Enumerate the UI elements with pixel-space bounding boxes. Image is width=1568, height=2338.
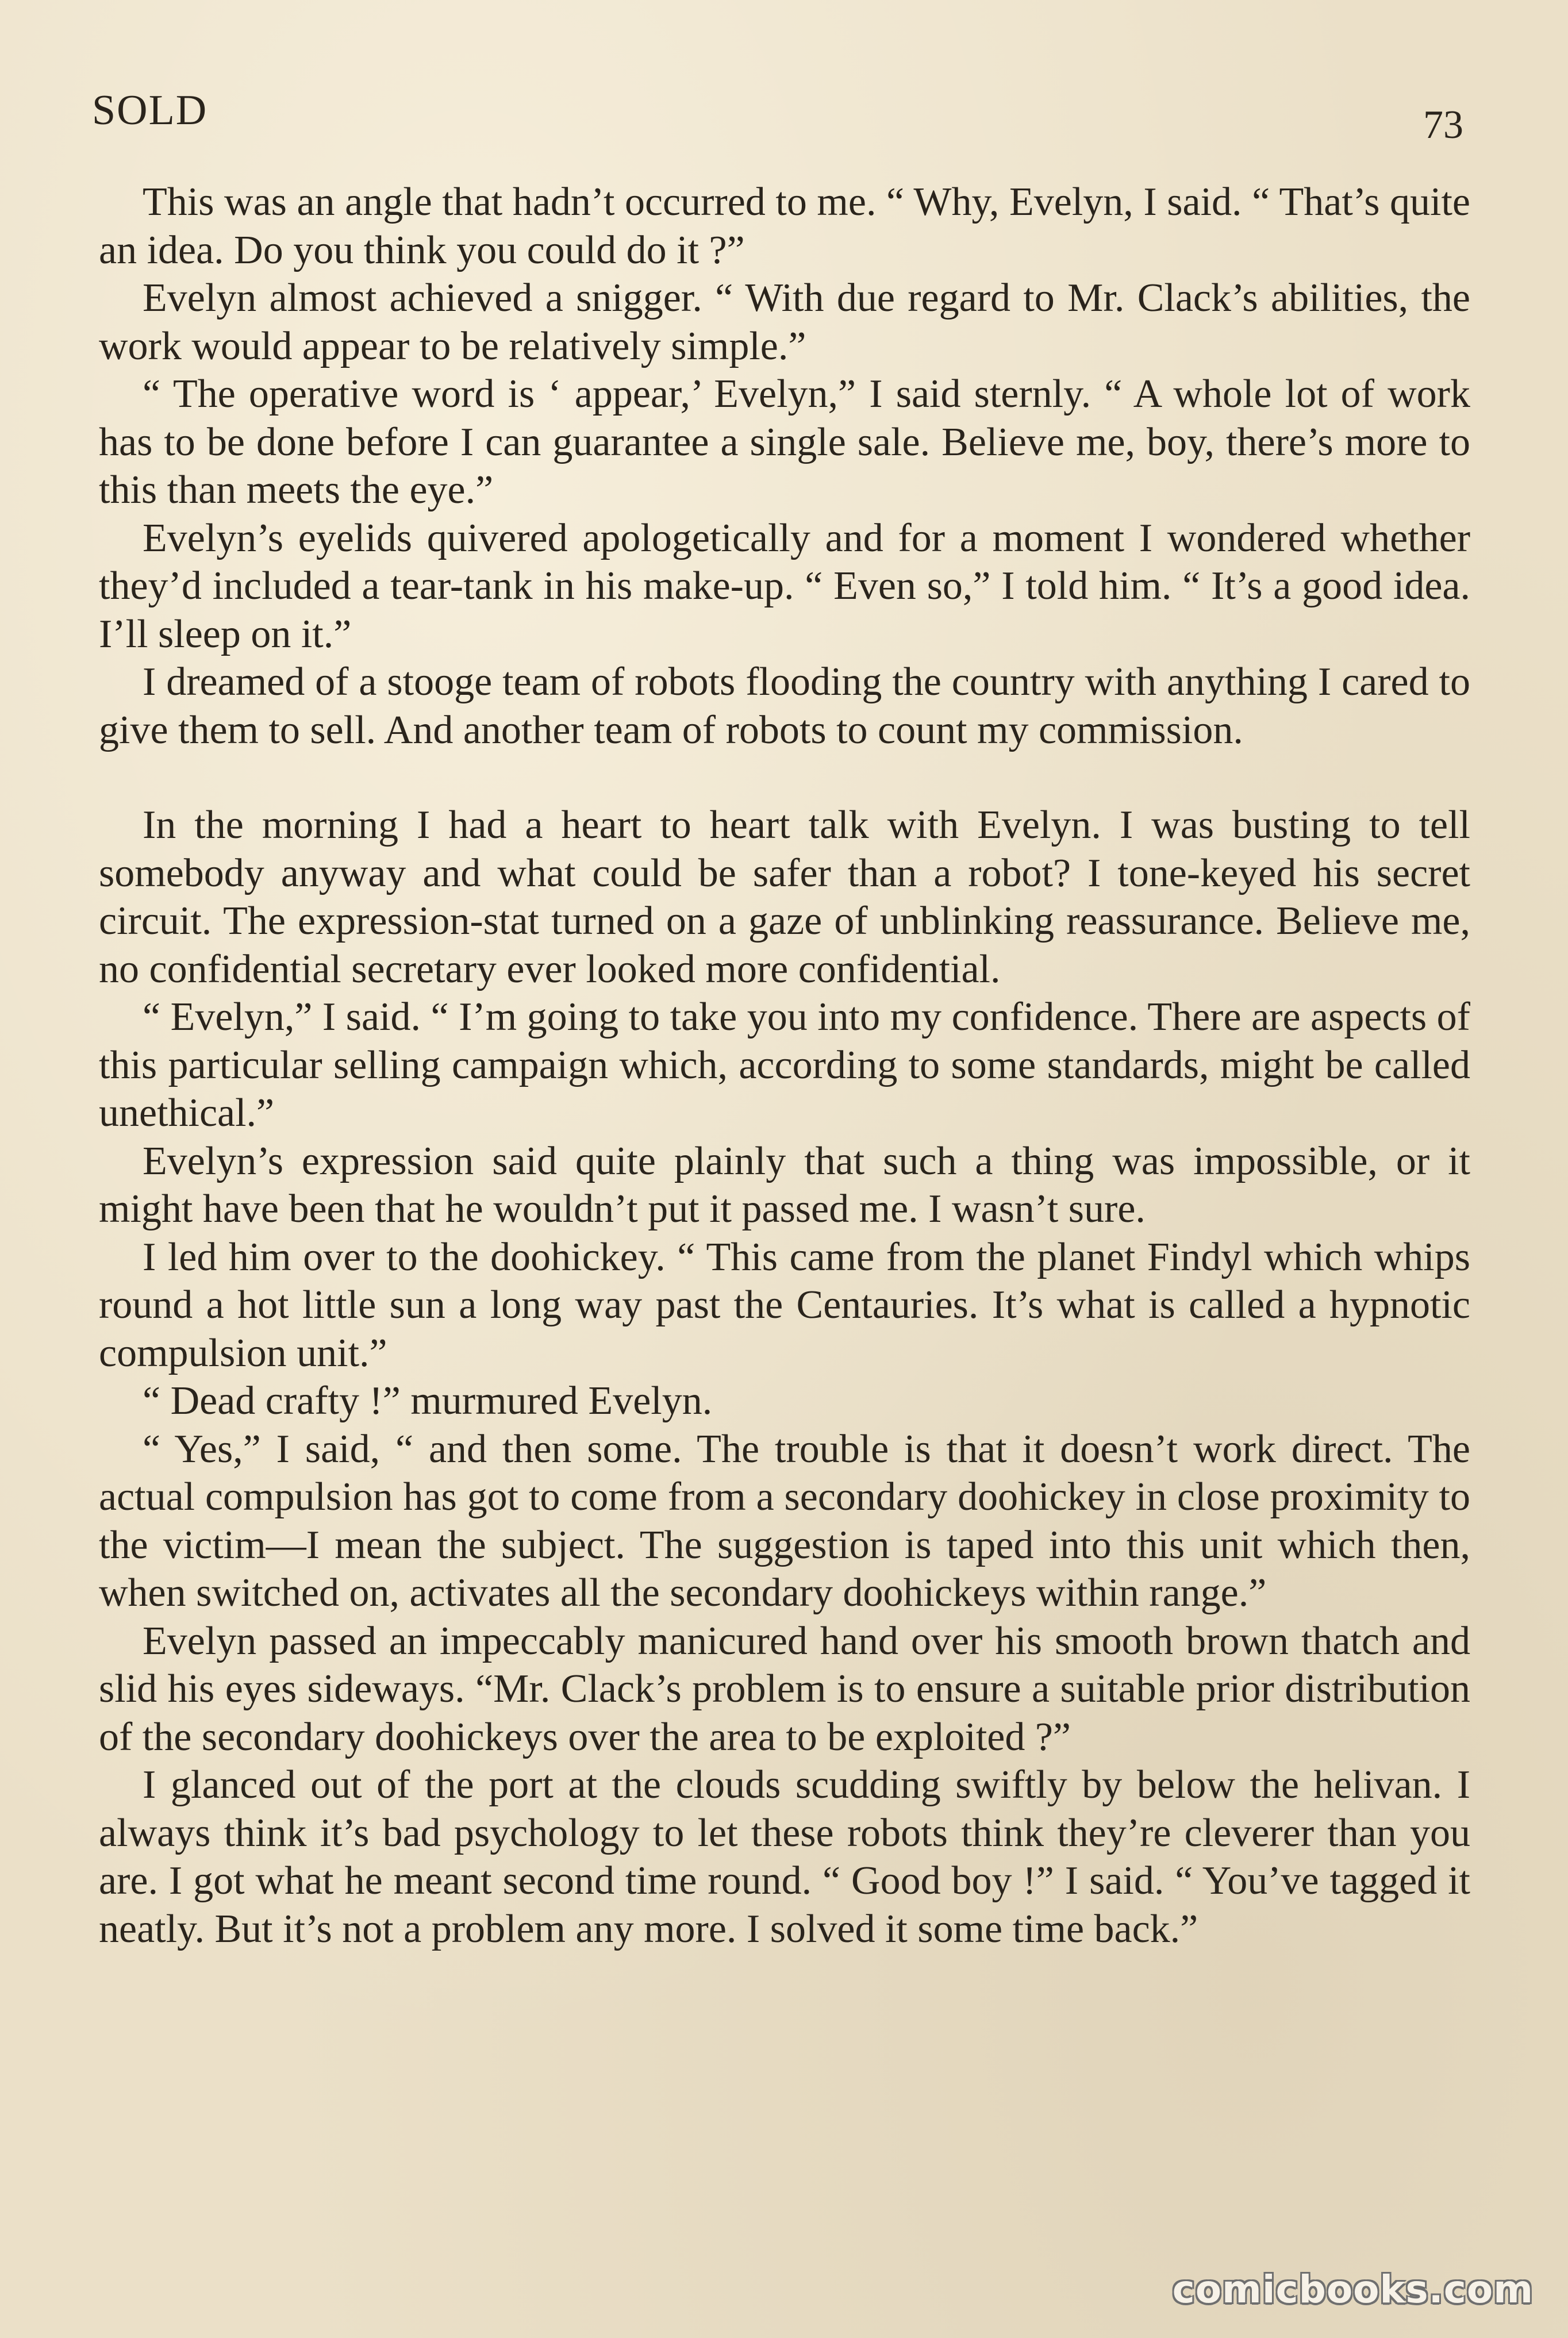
paragraph: Evelyn’s eyelids quivered apologetically and for a moment I wondered whether they’d included a tear-tank in his make-up. “ Even so,” I told him. “ It’s a good idea. I’ll sleep on it.”: [99, 516, 1470, 656]
paragraph: I glanced out of the port at the clouds scudding swiftly by below the helivan. I always think it’s bad psychology to let these robots think they’re cleverer than you are. I got what he meant second time round. “ Good boy !” I said. “ You’ve tagged it neatly. But it’s not a problem any more. I solved it some time back.”: [99, 1763, 1470, 1951]
paragraph: Evelyn passed an impeccably manicured hand over his smooth brown thatch and slid his eyes sideways. “Mr. Clack’s problem is to ensure a suitable prior distribution of the secondary doohickeys over the area to be exploited ?”: [99, 1618, 1470, 1759]
watermark: comicbooks.com: [1172, 2267, 1534, 2312]
paragraph: “ Yes,” I said, “ and then some. The trouble is that it doesn’t work direct. The actual compulsion has got to come from a secondary doohickey in close proximity to the victim—I mean the subject. The suggestion is taped into this unit which then, when switched on, activates all the secondary doohickeys within range.”: [99, 1426, 1470, 1615]
section-break: [99, 754, 1470, 801]
paragraph: I led him over to the doohickey. “ This came from the planet Findyl which whips round a hot little sun a long way past the Centauries. It’s what is called a hypnotic compulsion unit.”: [99, 1235, 1470, 1375]
body-text: [99, 178, 1470, 1953]
paragraph: Evelyn almost achieved a snigger. “ With due regard to Mr. Clack’s abilities, the work would appear to be relatively simple.”: [99, 276, 1470, 368]
paragraph: In the morning I had a heart to heart talk with Evelyn. I was busting to tell somebody anyway and what could be safer than a robot? I tone-keyed his secret circuit. The expression-stat turned on a gaze of unblinking reassurance. Believe me, no confidential secretary ever looked more confidential.: [99, 803, 1470, 991]
paragraph: “ The operative word is ‘ appear,’ Evelyn,” I said sternly. “ A whole lot of work has to be done before I can guarantee a single sale. Believe me, boy, there’s more to this than meets the eye.”: [99, 372, 1470, 512]
paragraph: Evelyn’s expression said quite plainly that such a thing was impossible, or it might have been that he wouldn’t put it passed me. I wasn’t sure.: [99, 1139, 1470, 1231]
page-number: 73: [1423, 103, 1463, 147]
paragraph: This was an angle that hadn’t occurred to me. “ Why, Evelyn, I said. “ That’s quite an idea. Do you think you could do it ?”: [99, 180, 1470, 272]
paragraph: “ Evelyn,” I said. “ I’m going to take you into my confidence. There are aspects of this particular selling campaign which, according to some standards, might be called unethical.”: [99, 995, 1470, 1135]
paragraph: “ Dead crafty !” murmured Evelyn.: [143, 1379, 713, 1423]
paragraph: I dreamed of a stooge team of robots flooding the country with anything I cared to give them to sell. And another team of robots to count my commission.: [99, 660, 1470, 752]
running-head: SOLD: [92, 87, 208, 134]
